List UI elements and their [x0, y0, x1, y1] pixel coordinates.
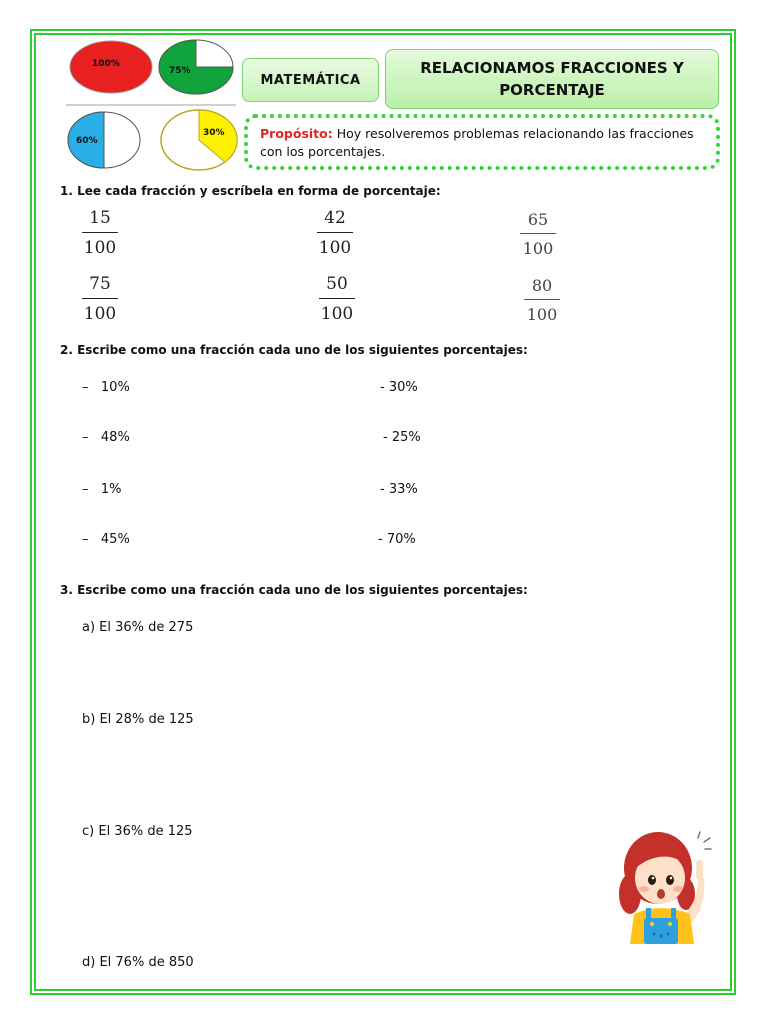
- exercise-d: d) El 76% de 850: [82, 955, 194, 970]
- question-3-title: 3. Escribe como una fracción cada uno de los siguientes porcentajes:: [60, 583, 528, 597]
- fraction-5-denominator: 100: [320, 304, 354, 324]
- percent-right-1: - 30%: [380, 380, 418, 395]
- fraction-2-numerator: 42: [324, 208, 346, 228]
- percent-right-3: - 33%: [380, 482, 418, 497]
- girl-illustration: [614, 822, 718, 944]
- pie-100-thumbnail: [68, 39, 154, 95]
- fraction-4-denominator: 100: [83, 304, 117, 324]
- pie-100-label: 100%: [92, 59, 120, 69]
- percent-left-2: – 48%: [82, 430, 130, 445]
- purpose-text: Hoy resolveremos problemas relacionando las fracciones con los porcentajes.: [260, 126, 694, 159]
- pie-30-thumbnail: [159, 108, 239, 172]
- fraction-4: [72, 274, 128, 324]
- fraction-2-denominator: 100: [318, 238, 352, 258]
- pie-30-label: 30%: [203, 128, 225, 138]
- percent-right-2: - 25%: [383, 430, 421, 445]
- question-2-title: 2. Escribe como una fracción cada uno de los siguientes porcentajes:: [60, 343, 528, 357]
- fraction-3: [510, 210, 566, 258]
- fraction-1: [72, 208, 128, 258]
- pie-75-thumbnail: [157, 38, 235, 96]
- exercise-a: a) El 36% de 275: [82, 620, 194, 635]
- fraction-3-denominator: 100: [522, 239, 554, 258]
- fraction-6-denominator: 100: [526, 305, 558, 324]
- fraction-2: [307, 208, 363, 258]
- percent-right-4: - 70%: [378, 532, 416, 547]
- purpose-label: Propósito:: [260, 126, 333, 141]
- fraction-4-numerator: 75: [89, 274, 111, 294]
- percent-left-1: – 10%: [82, 380, 130, 395]
- percent-left-4: – 45%: [82, 532, 130, 547]
- title-line-2: PORCENTAJE: [499, 81, 605, 99]
- question-1-title: 1. Lee cada fracción y escríbela en forma de porcentaje:: [60, 184, 441, 198]
- title-line-1: RELACIONAMOS FRACCIONES Y: [420, 59, 684, 77]
- fraction-6: [514, 276, 570, 324]
- fraction-6-numerator: 80: [531, 276, 553, 295]
- exercise-b: b) El 28% de 125: [82, 712, 194, 727]
- worksheet-title: [385, 49, 719, 109]
- fraction-5: [309, 274, 365, 324]
- fraction-1-denominator: 100: [83, 238, 117, 258]
- thumbnail-divider: [66, 104, 236, 106]
- pie-75-label: 75%: [169, 66, 191, 76]
- purpose-box: [244, 114, 720, 170]
- fraction-5-numerator: 50: [326, 274, 348, 294]
- fraction-3-numerator: 65: [527, 210, 549, 229]
- exercise-c: c) El 36% de 125: [82, 824, 193, 839]
- fraction-1-numerator: 15: [89, 208, 111, 228]
- pie-60-thumbnail: [66, 110, 142, 170]
- subject-badge: MATEMÁTICA: [242, 58, 379, 102]
- percent-left-3: – 1%: [82, 482, 122, 497]
- pie-60-label: 60%: [76, 136, 98, 146]
